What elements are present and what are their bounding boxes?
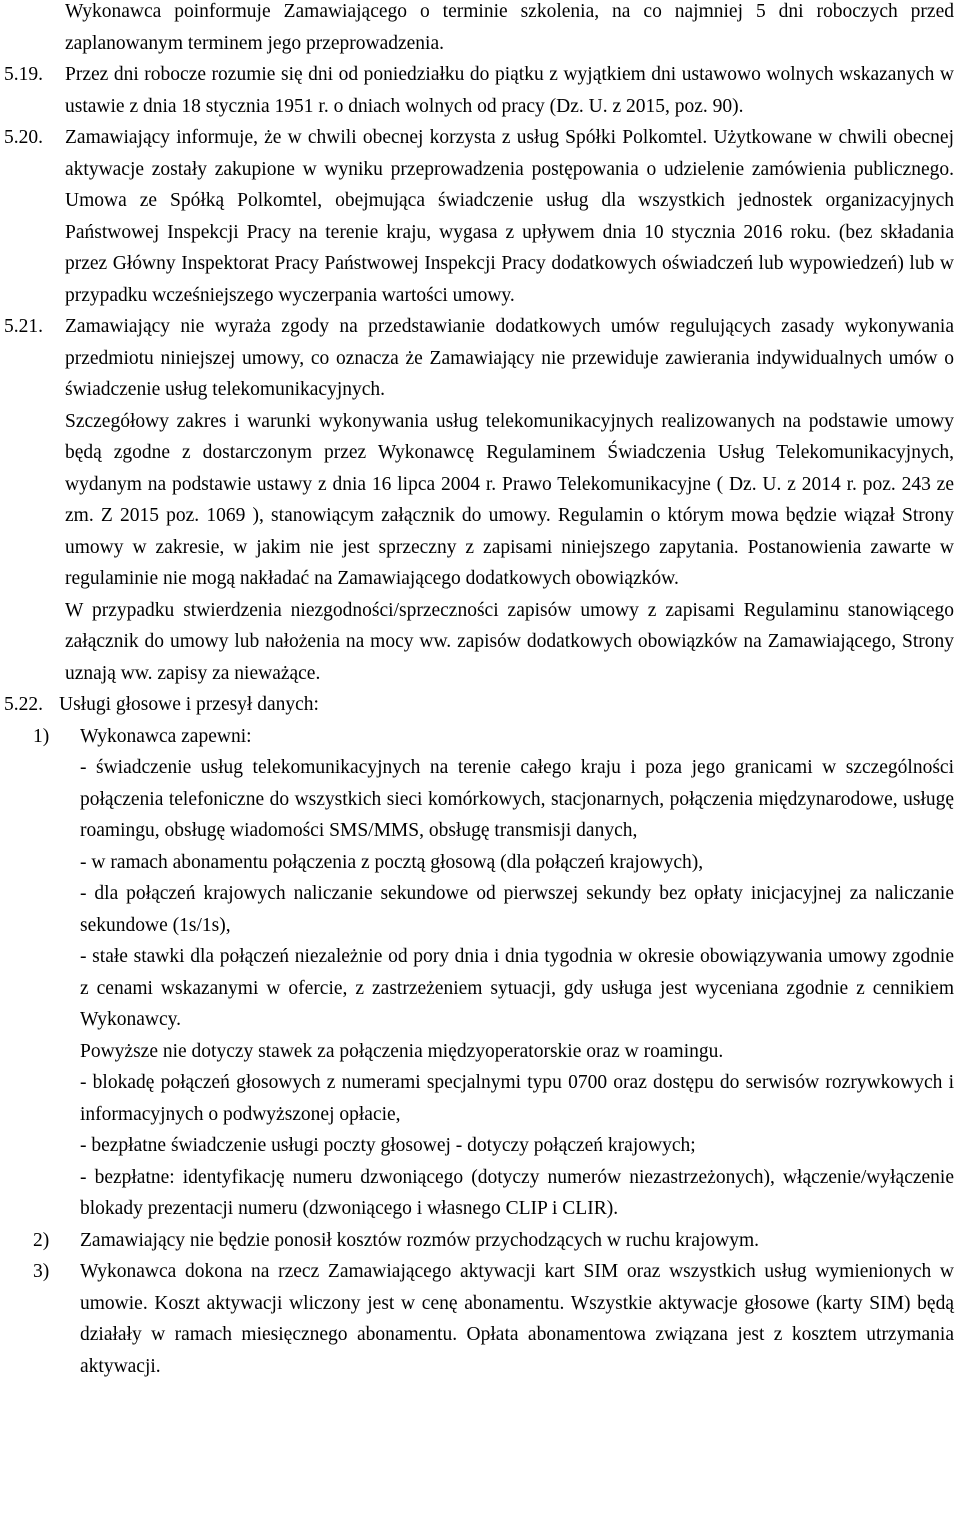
section-text: Zamawiający informuje, że w chwili obecnej korzysta z usług Spółki Polkomtel. Użytkowane w chwili obecnej aktywacje zostały zakupione w wyniku przeprowadzenia postępowania o udzielenie zamówienia publicznego. Umowa ze Spółką Polkomtel, obejmująca świadczenie usług dla wszystkich jednostek organizacyjnych Państwowej Inspekcji Pracy na terenie kraju, wygasa z upływem dnia 10 stycznia 2016 roku. (bez składania przez Główny Inspektorat Pracy Państwowej Inspekcji Pracy dodatkowych oświadczeń lub wypowiedzeń) lub w przypadku wcześniejszego wyczerpania wartości umowy. bbox=[65, 127, 954, 306]
section-number: 5.20. bbox=[4, 127, 43, 148]
paragraph-training-notice: Wykonawca poinformuje Zamawiającego o terminie szkolenia, na co najmniej 5 dni roboczych przed zaplanowanym terminem jego przeprowadzenia. bbox=[65, 1, 954, 54]
list-text: Wykonawca dokona na rzecz Zamawiającego aktywacji kart SIM oraz wszystkich usług wymienionych w umowie. Koszt aktywacji wliczony jest w cenę abonamentu. Wszystkie aktywacje głosowe (karty SIM) będą działały w ramach miesięcznego abonamentu. Opłata abonamentowa związana jest z kosztem utrzymania aktywacji. bbox=[80, 1261, 954, 1377]
section-5-21-paragraph-2: Szczegółowy zakres i warunki wykonywania usług telekomunikacyjnych realizowanych na podstawie umowy będą zgodne z dostarczonym przez Wykonawcę Regulaminem Świadczenia Usług Telekomunikacyjnych, wydanym na podstawie ustawy z dnia 16 lipca 2004 r. Prawo Telekomunikacyjne ( Dz. U. z 2014 r. poz. 243 ze zm. Z 2015 poz. 1069 ), stanowiącym załącznik do umowy. Regulamin o którym mowa będzie wiązał Strony umowy w zakresie, w jakim nie jest sprzeczny z zapisami niniejszego zapytania. Postanowienia zawarte w regulaminie nie mogą nakładać na Zamawiającego dodatkowych obowiązków. bbox=[65, 410, 954, 589]
section-text: Zamawiający nie wyraża zgody na przedstawianie dodatkowych umów regulujących zasady wykonywania przedmiotu niniejszej umowy, co oznacza że Zamawiający nie przewiduje zawierania indywidualnych umów o świadczenie usług telekomunikacyjnych. bbox=[65, 316, 954, 400]
section-5-20 bbox=[0, 122, 960, 311]
section-5-21-paragraph-3: W przypadku stwierdzenia niezgodności/sprzeczności zapisów umowy z zapisami Regulaminu stanowiącego załącznik do umowy lub nałożenia na mocy ww. zapisów dodatkowych obowiązków na Zamawiającego, Strony uznają ww. zapisy za nieważące. bbox=[65, 599, 954, 684]
section-5-21 bbox=[0, 311, 960, 406]
bullet-note: Powyższe nie dotyczy stawek za połączenia międzyoperatorskie oraz w roamingu. bbox=[80, 1040, 724, 1062]
section-text: Przez dni robocze rozumie się dni od poniedziałku do piątku z wyjątkiem dni ustawowo wolnych wskazanych w ustawie z dnia 18 stycznia 1951 r. o dniach wolnych od pracy (Dz. U. z 2015, poz. 90). bbox=[65, 64, 954, 117]
section-number: 5.22. bbox=[4, 694, 43, 715]
list-item-3 bbox=[0, 1256, 960, 1382]
bullet-item: - blokadę połączeń głosowych z numerami specjalnymi typu 0700 oraz dostępu do serwisów rozrywkowych i informacyjnych o podwyższonej opłacie, bbox=[80, 1072, 954, 1125]
list-text: Wykonawca zapewni: bbox=[80, 725, 252, 747]
section-title: Usługi głosowe i przesył danych: bbox=[59, 694, 319, 715]
list-item-1 bbox=[0, 721, 960, 753]
bullet-item: - w ramach abonamentu połączenia z pocztą głosową (dla połączeń krajowych), bbox=[80, 851, 704, 873]
bullet-item: - świadczenie usług telekomunikacyjnych na terenie całego kraju i poza jego granicami w szczególności połączenia telefoniczne do wszystkich sieci komórkowych, stacjonarnych, połączenia międzynarodowe, usługę roamingu, obsługę wiadomości SMS/MMS, obsługę transmisji danych, bbox=[80, 757, 954, 841]
list-item-2 bbox=[0, 1225, 960, 1257]
bullet-item: - dla połączeń krajowych naliczanie sekundowe od pierwszej sekundy bez opłaty inicjacyjnej za naliczanie sekundowe (1s/1s), bbox=[80, 883, 954, 936]
list-text: Zamawiający nie będzie ponosił kosztów rozmów przychodzących w ruchu krajowym. bbox=[80, 1229, 760, 1251]
bullet-item: - bezpłatne: identyfikację numeru dzwoniącego (dotyczy numerów niezastrzeżonych), włączenie/wyłączenie blokady prezentacji numeru (dzwoniącego i własnego CLIP i CLIR). bbox=[80, 1166, 954, 1219]
section-number: 5.21. bbox=[4, 316, 43, 337]
bullet-item: - bezpłatne świadczenie usługi poczty głosowej - dotyczy połączeń krajowych; bbox=[80, 1135, 696, 1156]
section-number: 5.19. bbox=[4, 64, 43, 85]
bullet-item: - stałe stawki dla połączeń niezależnie od pory dnia i dnia tygodnia w okresie obowiązywania umowy zgodnie z cenami wskazanymi w ofercie, z zastrzeżeniem sytuacji, gdy usługa jest wyceniana zgodnie z cennikiem Wykonawcy. bbox=[80, 946, 954, 1030]
section-5-19 bbox=[0, 59, 960, 122]
list-number: 2) bbox=[33, 1229, 50, 1251]
list-number: 3) bbox=[33, 1261, 50, 1282]
list-number: 1) bbox=[33, 725, 50, 747]
section-5-22 bbox=[0, 689, 960, 721]
